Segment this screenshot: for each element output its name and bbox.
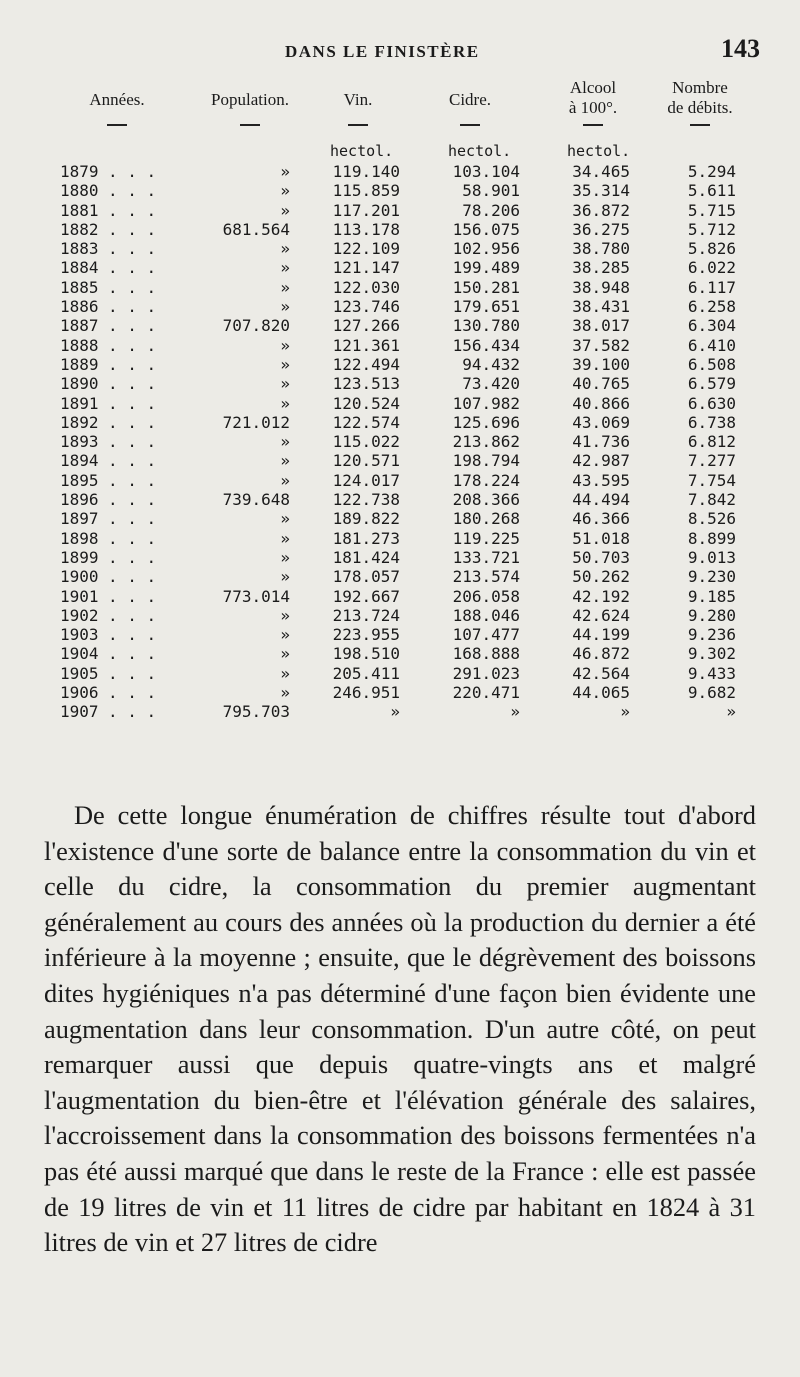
cell-debits: 6.630 xyxy=(687,393,736,413)
cell-alcool: 40.765 xyxy=(572,374,630,394)
cell-leader-dots: . . . xyxy=(108,374,157,394)
cell-leader-dots: . . . xyxy=(108,412,157,432)
cell-vin: 117.201 xyxy=(332,200,400,220)
cell-cidre: 156.434 xyxy=(452,335,520,355)
table-row xyxy=(0,355,800,374)
cell-cidre: 102.956 xyxy=(452,239,520,259)
cell-cidre: 107.982 xyxy=(452,393,520,413)
data-table xyxy=(0,162,800,722)
cell-vin: 181.424 xyxy=(332,547,400,567)
cell-leader-dots: . . . xyxy=(108,644,157,664)
cell-vin: 178.057 xyxy=(332,567,400,587)
cell-cidre: 198.794 xyxy=(452,451,520,471)
cell-leader-dots: . . . xyxy=(108,605,157,625)
cell-debits: 9.230 xyxy=(687,567,736,587)
col-header-alcool: Alcool à 100°. xyxy=(568,78,618,117)
cell-population: 739.648 xyxy=(222,490,290,510)
cell-leader-dots: . . . xyxy=(108,335,157,355)
cell-population: » xyxy=(280,181,290,201)
page-number: 143 xyxy=(721,34,760,63)
cell-debits: 5.294 xyxy=(687,162,736,181)
cell-debits: 7.842 xyxy=(687,490,736,510)
cell-alcool: 46.872 xyxy=(572,644,630,664)
cell-debits: 5.611 xyxy=(687,181,736,201)
cell-debits: 5.712 xyxy=(687,219,736,239)
cell-leader-dots: . . . xyxy=(108,470,157,490)
cell-alcool: 44.065 xyxy=(572,683,630,703)
cell-debits: 9.236 xyxy=(687,625,736,645)
cell-cidre: 78.206 xyxy=(462,200,520,220)
cell-alcool: 51.018 xyxy=(572,528,630,548)
cell-cidre: 208.366 xyxy=(452,490,520,510)
cell-vin: 198.510 xyxy=(332,644,400,664)
cell-leader-dots: . . . xyxy=(108,162,157,181)
cell-vin: » xyxy=(390,702,400,722)
cell-leader-dots: . . . xyxy=(108,239,157,259)
cell-alcool: 37.582 xyxy=(572,335,630,355)
cell-alcool: 42.624 xyxy=(572,605,630,625)
cell-population: 773.014 xyxy=(222,586,290,606)
cell-debits: 9.185 xyxy=(687,586,736,606)
table-row xyxy=(0,702,800,721)
unit-vin: hectol. xyxy=(330,142,394,160)
cell-vin: 192.667 xyxy=(332,586,400,606)
cell-cidre: 188.046 xyxy=(452,605,520,625)
cell-year: 1884 xyxy=(60,258,99,278)
cell-vin: 124.017 xyxy=(332,470,400,490)
cell-debits: 6.738 xyxy=(687,412,736,432)
cell-population: » xyxy=(280,605,290,625)
cell-population: » xyxy=(280,470,290,490)
cell-alcool: 46.366 xyxy=(572,509,630,529)
cell-debits: 5.826 xyxy=(687,239,736,259)
running-title: DANS LE FINISTÈRE xyxy=(285,42,480,61)
table-row xyxy=(0,278,800,297)
cell-population: » xyxy=(280,683,290,703)
cell-population: » xyxy=(280,625,290,645)
unit-cidre: hectol. xyxy=(448,142,512,160)
cell-year: 1904 xyxy=(60,644,99,664)
cell-debits: 7.754 xyxy=(687,470,736,490)
cell-alcool: 41.736 xyxy=(572,432,630,452)
cell-alcool: » xyxy=(620,702,630,722)
cell-cidre: 291.023 xyxy=(452,663,520,683)
cell-year: 1887 xyxy=(60,316,99,336)
cell-debits: 5.715 xyxy=(687,200,736,220)
table-row xyxy=(0,239,800,258)
cell-cidre: 103.104 xyxy=(452,162,520,181)
cell-vin: 223.955 xyxy=(332,625,400,645)
cell-alcool: 44.199 xyxy=(572,625,630,645)
cell-year: 1893 xyxy=(60,432,99,452)
cell-leader-dots: . . . xyxy=(108,683,157,703)
cell-debits: 9.682 xyxy=(687,683,736,703)
running-head xyxy=(0,34,800,68)
cell-alcool: 44.494 xyxy=(572,490,630,510)
cell-alcool: 43.595 xyxy=(572,470,630,490)
cell-cidre: 156.075 xyxy=(452,219,520,239)
cell-alcool: 42.564 xyxy=(572,663,630,683)
cell-cidre: 73.420 xyxy=(462,374,520,394)
cell-leader-dots: . . . xyxy=(108,277,157,297)
cell-vin: 115.859 xyxy=(332,181,400,201)
cell-alcool: 35.314 xyxy=(572,181,630,201)
cell-vin: 122.030 xyxy=(332,277,400,297)
cell-debits: 6.410 xyxy=(687,335,736,355)
cell-debits: 7.277 xyxy=(687,451,736,471)
table-row xyxy=(0,258,800,277)
cell-cidre: 213.862 xyxy=(452,432,520,452)
cell-population: 681.564 xyxy=(222,219,290,239)
cell-cidre: 199.489 xyxy=(452,258,520,278)
cell-cidre: 168.888 xyxy=(452,644,520,664)
cell-cidre: 133.721 xyxy=(452,547,520,567)
cell-alcool: 36.275 xyxy=(572,219,630,239)
cell-vin: 205.411 xyxy=(332,663,400,683)
cell-alcool: 38.285 xyxy=(572,258,630,278)
cell-vin: 115.022 xyxy=(332,432,400,452)
table-row xyxy=(0,548,800,567)
cell-year: 1886 xyxy=(60,297,99,317)
cell-population: » xyxy=(280,509,290,529)
cell-year: 1906 xyxy=(60,683,99,703)
table-row xyxy=(0,432,800,451)
units-row xyxy=(0,142,800,162)
cell-vin: 121.361 xyxy=(332,335,400,355)
cell-population: » xyxy=(280,297,290,317)
cell-leader-dots: . . . xyxy=(108,528,157,548)
table-row xyxy=(0,316,800,335)
cell-leader-dots: . . . xyxy=(108,547,157,567)
col-header-cidre: Cidre. xyxy=(448,90,492,109)
cell-vin: 246.951 xyxy=(332,683,400,703)
cell-debits: 6.117 xyxy=(687,277,736,297)
cell-vin: 113.178 xyxy=(332,219,400,239)
cell-alcool: 38.948 xyxy=(572,277,630,297)
cell-leader-dots: . . . xyxy=(108,490,157,510)
cell-vin: 189.822 xyxy=(332,509,400,529)
cell-vin: 122.574 xyxy=(332,412,400,432)
cell-cidre: 150.281 xyxy=(452,277,520,297)
cell-year: 1898 xyxy=(60,528,99,548)
cell-population: » xyxy=(280,335,290,355)
cell-leader-dots: . . . xyxy=(108,200,157,220)
cell-year: 1881 xyxy=(60,200,99,220)
cell-population: » xyxy=(280,258,290,278)
cell-leader-dots: . . . xyxy=(108,702,157,722)
paragraph: De cette longue énumération de chiffres résulte tout d'abord l'existence d'une sorte de balance entre la consommation du vin et celle du cidre, la consommation du premier augmentant généralement au cours des années où la production du dernier a été inférieure à la moyenne ; ensuite, que le dégrèvement des boissons dites hygiéniques n'a pas déterminé d'une façon bien évidente une augmentation dans leur consommation. D'un autre côté, on peut remarquer aussi que depuis quatre-vingts ans et malgré l'augmentation du bien-être et l'élévation générale des salaires, l'accroissement dans la consommation des boissons fermentées n'a pas été aussi marqué que dans le reste de la France : elle est passée de 19 litres de vin et 11 litres de cidre par habitant en 1824 à 31 litres de vin et 27 litres de cidre xyxy=(44,800,756,1258)
cell-year: 1882 xyxy=(60,219,99,239)
col-header-debits: Nombre de débits. xyxy=(667,78,733,117)
col-header-annees: Années. xyxy=(89,90,145,109)
cell-alcool: 50.262 xyxy=(572,567,630,587)
col-header-vin: Vin. xyxy=(343,90,373,109)
table-row xyxy=(0,606,800,625)
cell-year: 1902 xyxy=(60,605,99,625)
cell-vin: 122.109 xyxy=(332,239,400,259)
cell-leader-dots: . . . xyxy=(108,354,157,374)
cell-cidre: » xyxy=(510,702,520,722)
cell-leader-dots: . . . xyxy=(108,258,157,278)
cell-year: 1883 xyxy=(60,239,99,259)
cell-cidre: 58.901 xyxy=(462,181,520,201)
cell-population: 721.012 xyxy=(222,412,290,432)
cell-vin: 127.266 xyxy=(332,316,400,336)
cell-debits: 8.526 xyxy=(687,509,736,529)
cell-alcool: 42.192 xyxy=(572,586,630,606)
cell-year: 1907 xyxy=(60,702,99,722)
cell-year: 1885 xyxy=(60,277,99,297)
table-row xyxy=(0,471,800,490)
cell-population: » xyxy=(280,354,290,374)
table-row xyxy=(0,220,800,239)
table-row xyxy=(0,509,800,528)
cell-year: 1901 xyxy=(60,586,99,606)
col-header-population: Population. xyxy=(211,90,289,109)
cell-population: » xyxy=(280,451,290,471)
cell-debits: 9.433 xyxy=(687,663,736,683)
cell-debits: » xyxy=(726,702,736,722)
cell-debits: 6.258 xyxy=(687,297,736,317)
cell-alcool: 50.703 xyxy=(572,547,630,567)
cell-cidre: 213.574 xyxy=(452,567,520,587)
cell-alcool: 34.465 xyxy=(572,162,630,181)
cell-alcool: 40.866 xyxy=(572,393,630,413)
cell-population: » xyxy=(280,547,290,567)
table-row xyxy=(0,451,800,470)
cell-year: 1889 xyxy=(60,354,99,374)
unit-alcool: hectol. xyxy=(567,142,631,160)
cell-leader-dots: . . . xyxy=(108,451,157,471)
cell-vin: 122.494 xyxy=(332,354,400,374)
cell-population: » xyxy=(280,200,290,220)
cell-debits: 6.022 xyxy=(687,258,736,278)
cell-year: 1905 xyxy=(60,663,99,683)
cell-cidre: 206.058 xyxy=(452,586,520,606)
table-row xyxy=(0,413,800,432)
cell-leader-dots: . . . xyxy=(108,393,157,413)
cell-year: 1897 xyxy=(60,509,99,529)
table-row xyxy=(0,181,800,200)
cell-leader-dots: . . . xyxy=(108,219,157,239)
table-row xyxy=(0,683,800,702)
cell-year: 1892 xyxy=(60,412,99,432)
cell-population: » xyxy=(280,567,290,587)
cell-alcool: 38.017 xyxy=(572,316,630,336)
table-row xyxy=(0,297,800,316)
cell-cidre: 119.225 xyxy=(452,528,520,548)
cell-leader-dots: . . . xyxy=(108,586,157,606)
cell-debits: 6.812 xyxy=(687,432,736,452)
cell-alcool: 43.069 xyxy=(572,412,630,432)
cell-leader-dots: . . . xyxy=(108,567,157,587)
cell-population: 707.820 xyxy=(222,316,290,336)
table-row xyxy=(0,490,800,509)
cell-debits: 6.579 xyxy=(687,374,736,394)
table-row xyxy=(0,664,800,683)
cell-leader-dots: . . . xyxy=(108,663,157,683)
cell-cidre: 180.268 xyxy=(452,509,520,529)
table-row xyxy=(0,625,800,644)
cell-debits: 6.304 xyxy=(687,316,736,336)
cell-vin: 119.140 xyxy=(332,162,400,181)
cell-alcool: 38.780 xyxy=(572,239,630,259)
table-row xyxy=(0,394,800,413)
cell-year: 1899 xyxy=(60,547,99,567)
body-text xyxy=(44,798,756,1261)
table-row xyxy=(0,162,800,181)
cell-population: 795.703 xyxy=(222,702,290,722)
cell-population: » xyxy=(280,239,290,259)
cell-debits: 6.508 xyxy=(687,354,736,374)
cell-debits: 9.280 xyxy=(687,605,736,625)
cell-vin: 121.147 xyxy=(332,258,400,278)
cell-population: » xyxy=(280,277,290,297)
cell-population: » xyxy=(280,644,290,664)
cell-cidre: 107.477 xyxy=(452,625,520,645)
cell-year: 1890 xyxy=(60,374,99,394)
cell-alcool: 39.100 xyxy=(572,354,630,374)
cell-debits: 8.899 xyxy=(687,528,736,548)
cell-leader-dots: . . . xyxy=(108,625,157,645)
table-row xyxy=(0,336,800,355)
cell-vin: 122.738 xyxy=(332,490,400,510)
cell-vin: 120.524 xyxy=(332,393,400,413)
table-row xyxy=(0,644,800,663)
cell-year: 1903 xyxy=(60,625,99,645)
cell-population: » xyxy=(280,663,290,683)
table-row xyxy=(0,587,800,606)
cell-vin: 123.746 xyxy=(332,297,400,317)
cell-year: 1880 xyxy=(60,181,99,201)
cell-cidre: 125.696 xyxy=(452,412,520,432)
cell-year: 1888 xyxy=(60,335,99,355)
cell-alcool: 42.987 xyxy=(572,451,630,471)
cell-cidre: 220.471 xyxy=(452,683,520,703)
cell-leader-dots: . . . xyxy=(108,297,157,317)
cell-cidre: 179.651 xyxy=(452,297,520,317)
cell-vin: 213.724 xyxy=(332,605,400,625)
table-row xyxy=(0,567,800,586)
cell-debits: 9.013 xyxy=(687,547,736,567)
cell-year: 1879 xyxy=(60,162,99,181)
cell-leader-dots: . . . xyxy=(108,432,157,452)
cell-alcool: 38.431 xyxy=(572,297,630,317)
cell-cidre: 130.780 xyxy=(452,316,520,336)
cell-vin: 120.571 xyxy=(332,451,400,471)
cell-population: » xyxy=(280,374,290,394)
cell-vin: 181.273 xyxy=(332,528,400,548)
cell-population: » xyxy=(280,528,290,548)
table-row xyxy=(0,201,800,220)
cell-cidre: 178.224 xyxy=(452,470,520,490)
cell-population: » xyxy=(280,432,290,452)
cell-alcool: 36.872 xyxy=(572,200,630,220)
cell-vin: 123.513 xyxy=(332,374,400,394)
cell-leader-dots: . . . xyxy=(108,509,157,529)
cell-leader-dots: . . . xyxy=(108,316,157,336)
cell-population: » xyxy=(280,393,290,413)
cell-cidre: 94.432 xyxy=(462,354,520,374)
table-row xyxy=(0,374,800,393)
cell-year: 1891 xyxy=(60,393,99,413)
cell-debits: 9.302 xyxy=(687,644,736,664)
cell-year: 1900 xyxy=(60,567,99,587)
cell-leader-dots: . . . xyxy=(108,181,157,201)
cell-population: » xyxy=(280,162,290,181)
cell-year: 1895 xyxy=(60,470,99,490)
cell-year: 1894 xyxy=(60,451,99,471)
cell-year: 1896 xyxy=(60,490,99,510)
table-row xyxy=(0,529,800,548)
